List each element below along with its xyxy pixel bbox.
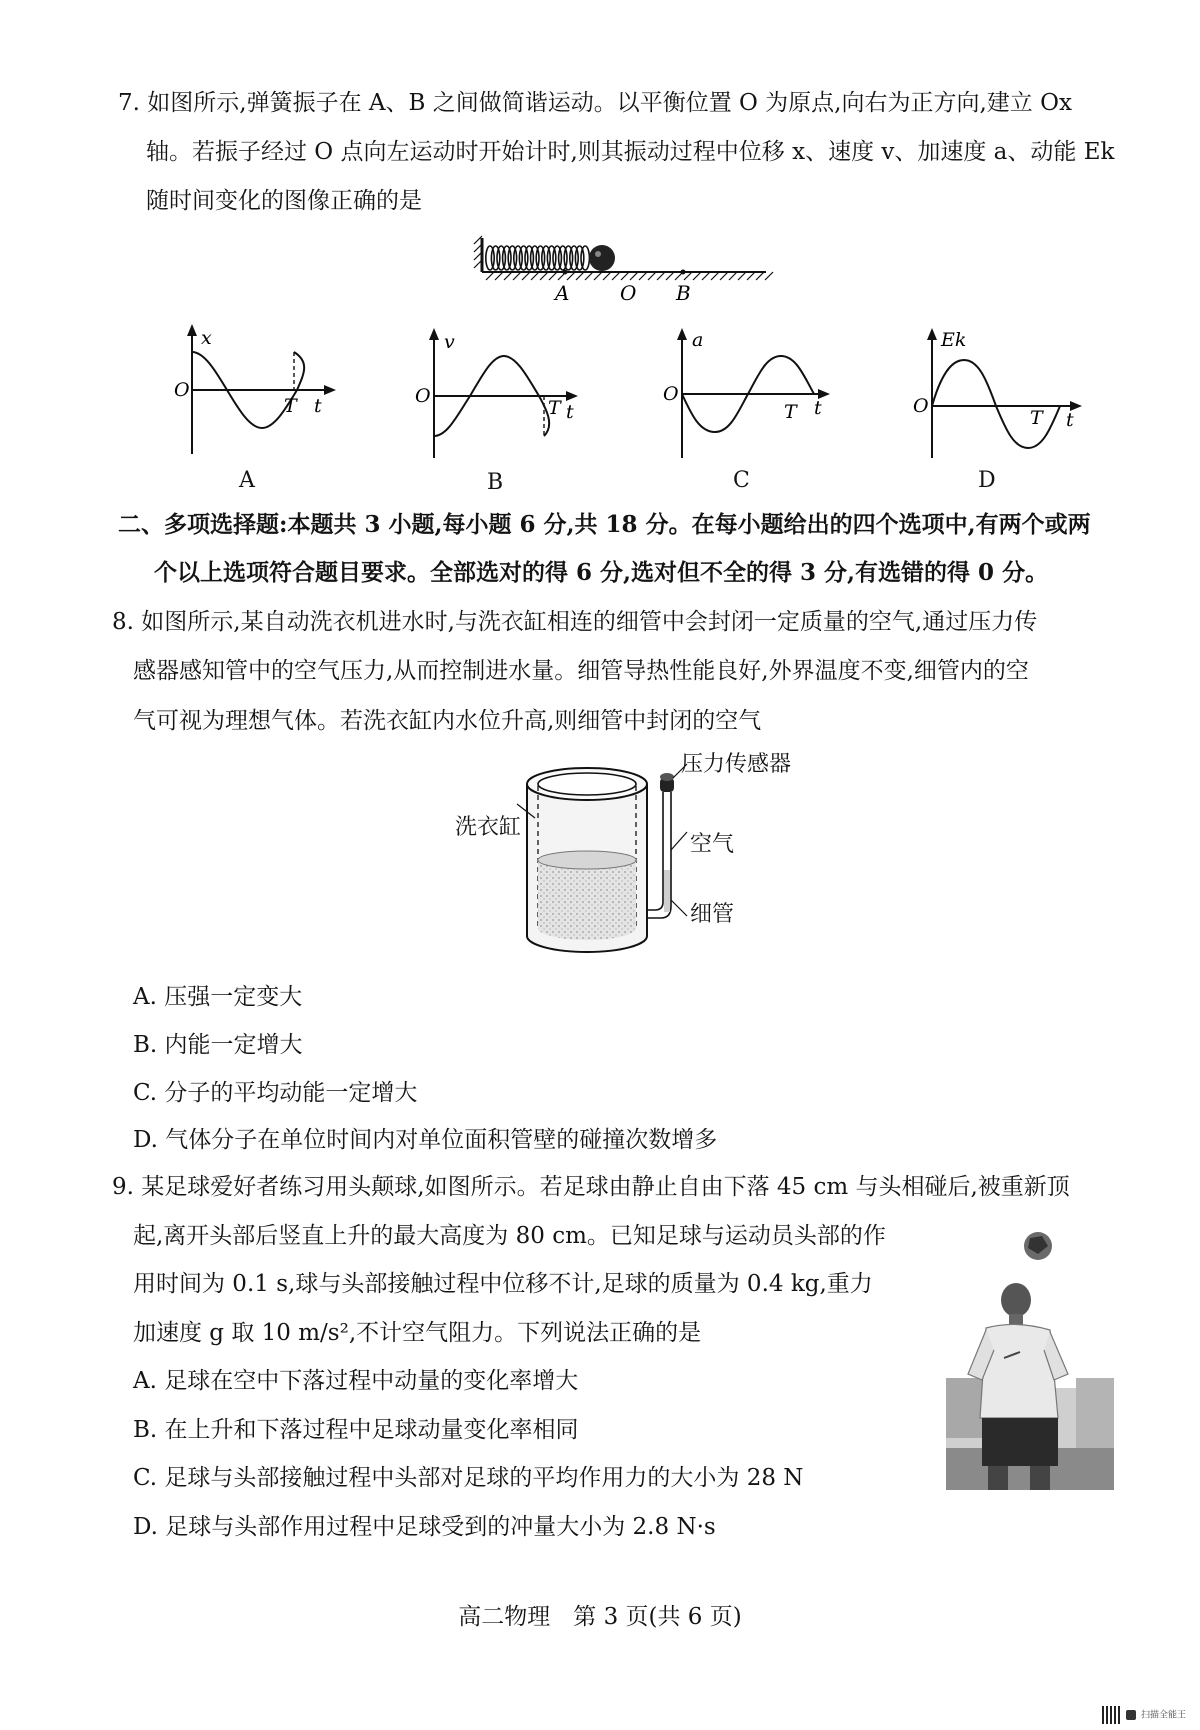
q8-option-b: B. 内能一定增大 [133,1032,303,1058]
q9-line-3: 用时间为 0.1 s,球与头部接触过程中位移不计,足球的质量为 0.4 kg,重力 [133,1271,873,1297]
graph-b-t-axis: t [566,401,574,423]
graph-a-origin: O [174,379,190,401]
spring-label-a: A [555,281,570,305]
label-washing-tub: 洗衣缸 [455,815,522,840]
graph-c-acceleration [660,326,840,461]
football-player-photo [946,1228,1114,1490]
graph-d-y-label: Ek [941,329,967,351]
q8-option-a: A. 压强一定变大 [133,984,303,1010]
scanner-watermark [1102,1706,1186,1724]
washing-machine-figure [455,750,795,965]
graph-a-t-mark: T [284,395,297,417]
graph-a-displacement [170,322,345,457]
graph-b-option: B [487,470,504,495]
q9-line-4: 加速度 g 取 10 m/s²,不计空气阻力。下列说法正确的是 [133,1320,702,1346]
graph-b-t-mark: T [548,397,561,419]
label-air: 空气 [690,832,735,857]
scanner-icon [1126,1710,1136,1720]
graph-d-option: D [978,468,996,493]
spring-label-b: B [676,281,691,305]
q8-line-1: 8. 如图所示,某自动洗衣机进水时,与洗衣缸相连的细管中会封闭一定质量的空气,通过压力传 [112,609,1038,635]
q9-line-2: 起,离开头部后竖直上升的最大高度为 80 cm。已知足球与运动员头部的作 [133,1223,886,1249]
q8-line-2: 感器感知管中的空气压力,从而控制进水量。细管导热性能良好,外界温度不变,细管内的空 [133,658,1029,684]
qr-code-icon [1102,1706,1120,1724]
graph-d-t-axis: t [1066,409,1074,431]
graph-c-t-axis: t [814,397,822,419]
label-pressure-sensor: 压力传感器 [681,752,792,777]
q8-option-c: C. 分子的平均动能一定增大 [133,1080,418,1106]
label-thin-tube: 细管 [690,902,735,927]
graph-c-y-label: a [692,329,704,351]
graph-c-option: C [733,468,750,493]
q9-option-b: B. 在上升和下落过程中足球动量变化率相同 [133,1417,579,1443]
q9-option-d: D. 足球与头部作用过程中足球受到的冲量大小为 2.8 N·s [133,1514,716,1540]
q8-line-3: 气可视为理想气体。若洗衣缸内水位升高,则细管中封闭的空气 [133,708,762,734]
q7-line-3: 随时间变化的图像正确的是 [146,188,422,214]
graph-d-t-mark: T [1030,407,1043,429]
graph-b-velocity [412,326,590,461]
graph-c-origin: O [663,383,679,405]
spring-oscillator-figure [470,232,780,312]
graph-a-option: A [239,468,255,493]
section2-line-1: 二、多项选择题:本题共 3 小题,每小题 6 分,共 18 分。在每小题给出的四个选项中,有两个或两 [118,511,1091,538]
q7-line-2: 轴。若振子经过 O 点向左运动时开始计时,则其振动过程中位移 x、速度 v、加速度 a、动能 Ek [146,139,1115,165]
spring-label-o: O [620,281,637,305]
page-footer: 高二物理 第 3 页(共 6 页) [458,1604,742,1630]
scanner-brand-text: 扫描全能王 [1140,1710,1186,1721]
graph-d-kinetic-energy [910,326,1090,461]
q9-option-c: C. 足球与头部接触过程中头部对足球的平均作用力的大小为 28 N [133,1465,804,1491]
graph-b-y-label: v [444,331,455,353]
q8-option-d: D. 气体分子在单位时间内对单位面积管壁的碰撞次数增多 [133,1127,718,1153]
section2-line-2: 个以上选项符合题目要求。全部选对的得 6 分,选对但不全的得 3 分,有选错的得 0 分。 [154,559,1049,586]
q7-line-1: 7. 如图所示,弹簧振子在 A、B 之间做简谐运动。以平衡位置 O 为原点,向右为正方向,建立 Ox [118,90,1072,116]
graph-c-t-mark: T [784,401,797,423]
graph-a-y-label: x [201,327,212,349]
graph-b-origin: O [415,385,431,407]
q9-option-a: A. 足球在空中下落过程中动量的变化率增大 [133,1368,579,1394]
q9-line-1: 9. 某足球爱好者练习用头颠球,如图所示。若足球由静止自由下落 45 cm 与头相碰后,被重新顶 [112,1174,1070,1200]
graph-d-origin: O [913,395,929,417]
graph-a-t-axis: t [314,395,322,417]
